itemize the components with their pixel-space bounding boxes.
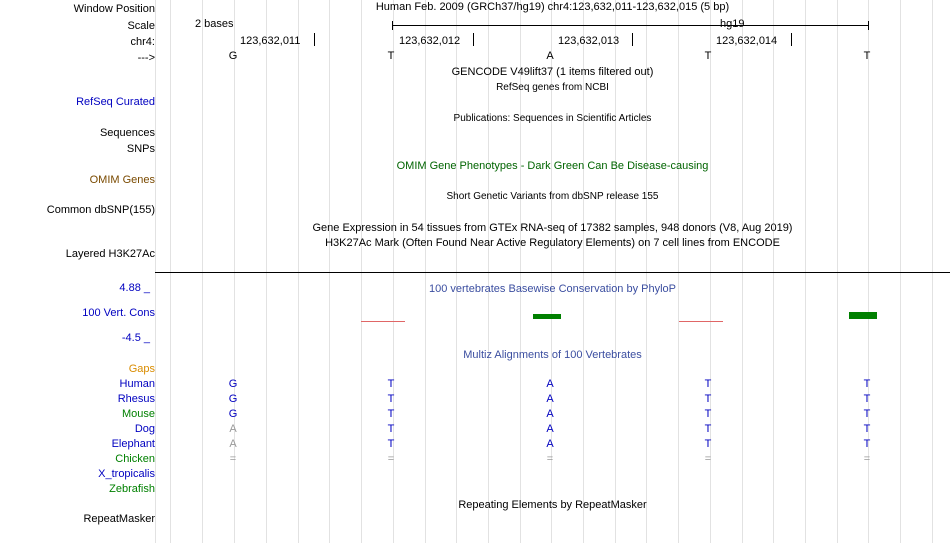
align-base: T xyxy=(863,378,871,390)
align-base: T xyxy=(387,438,395,450)
label-window-position: Window Position xyxy=(73,3,155,15)
label-repeatmasker[interactable]: RepeatMasker xyxy=(83,513,155,525)
track-title-dbsnp: Short Genetic Variants from dbSNP release 155 xyxy=(446,191,659,202)
align-base: G xyxy=(228,393,238,405)
label-chrom: chr4: xyxy=(130,36,155,48)
align-base: A xyxy=(546,423,554,435)
species-label-mouse: Mouse xyxy=(121,408,155,420)
align-base: G xyxy=(228,378,238,390)
scale-bases-label: 2 bases xyxy=(195,18,234,30)
label-sequences[interactable]: Sequences xyxy=(99,127,155,139)
align-base: A xyxy=(229,423,237,435)
track-display-area[interactable] xyxy=(155,0,950,543)
ruler-tick xyxy=(314,33,315,46)
align-base: T xyxy=(387,393,395,405)
align-gap-marker: = xyxy=(387,453,395,465)
track-title-gencode: GENCODE V49lift37 (1 items filtered out) xyxy=(451,66,654,78)
scale-bar-left-cap xyxy=(392,21,393,30)
ruler-base: T xyxy=(704,50,712,62)
ruler-coord: 123,632,014 xyxy=(716,35,778,47)
track-label-column xyxy=(0,0,155,543)
ruler-tick xyxy=(791,33,792,46)
align-base: T xyxy=(704,378,712,390)
track-title-publications: Publications: Sequences in Scientific Articles xyxy=(453,113,652,124)
track-title-refseq: RefSeq genes from NCBI xyxy=(496,82,609,93)
align-gap-marker: = xyxy=(863,453,871,465)
assembly-position-text: Human Feb. 2009 (GRCh37/hg19) chr4:123,632,011-123,632,015 (5 bp) xyxy=(375,1,730,13)
track-title-h3k27ac: H3K27Ac Mark (Often Found Near Active Regulatory Elements) on 7 cell lines from ENCODE xyxy=(325,237,780,249)
align-base: T xyxy=(704,423,712,435)
label-omim-genes[interactable]: OMIM Genes xyxy=(89,174,155,186)
conservation-bar-negative xyxy=(361,321,405,322)
ruler-base: T xyxy=(863,50,871,62)
ruler-coord: 123,632,011 xyxy=(240,35,301,47)
align-base: T xyxy=(863,393,871,405)
ruler-coord: 123,632,012 xyxy=(399,35,461,47)
ruler-tick xyxy=(473,33,474,46)
species-label-x-tropicalis: X_tropicalis xyxy=(98,468,155,480)
track-title-repeatmasker: Repeating Elements by RepeatMasker xyxy=(458,499,647,511)
ruler-base: G xyxy=(228,50,238,62)
label-refseq-curated[interactable]: RefSeq Curated xyxy=(76,96,155,108)
scale-bar-right-cap xyxy=(868,21,869,30)
track-title-multiz: Multiz Alignments of 100 Vertebrates xyxy=(463,349,642,361)
align-base: T xyxy=(704,393,712,405)
ruler-coord: 123,632,013 xyxy=(558,35,620,47)
ruler-tick xyxy=(632,33,633,46)
scale-assembly-label: hg19 xyxy=(720,18,745,30)
species-label-human: Human xyxy=(119,378,155,390)
species-label-chicken: Chicken xyxy=(115,453,155,465)
align-base: G xyxy=(228,408,238,420)
align-base: T xyxy=(387,408,395,420)
align-base: T xyxy=(704,408,712,420)
conservation-bar-negative xyxy=(679,321,723,322)
align-gap-marker: = xyxy=(229,453,237,465)
ruler-base: A xyxy=(546,50,554,62)
label-100-vert-cons[interactable]: 100 Vert. Cons xyxy=(82,307,155,319)
label-snps[interactable]: SNPs xyxy=(126,143,155,155)
species-label-rhesus: Rhesus xyxy=(117,393,155,405)
track-title-gtex: Gene Expression in 54 tissues from GTEx RNA-seq of 17382 samples, 948 donors (V8, Aug 2019) xyxy=(312,222,793,234)
align-gap-marker: = xyxy=(704,453,712,465)
align-gap-marker: = xyxy=(546,453,554,465)
track-title-omim: OMIM Gene Phenotypes - Dark Green Can Be Disease-causing xyxy=(396,160,709,172)
align-base: T xyxy=(863,408,871,420)
align-base: T xyxy=(387,378,395,390)
align-base: T xyxy=(863,438,871,450)
label-scale: Scale xyxy=(127,20,155,32)
conservation-axis-max: 4.88 _ xyxy=(119,282,150,294)
label-strand-arrow: ---> xyxy=(137,52,155,64)
conservation-bar-positive xyxy=(849,312,877,319)
label-gaps[interactable]: Gaps xyxy=(128,363,155,375)
species-label-elephant: Elephant xyxy=(111,438,155,450)
align-base: A xyxy=(546,393,554,405)
align-base: A xyxy=(229,438,237,450)
scale-bar xyxy=(392,25,868,26)
align-base: A xyxy=(546,378,554,390)
track-title-phylop: 100 vertebrates Basewise Conservation by PhyloP xyxy=(428,283,677,295)
conservation-bar-positive xyxy=(533,314,561,319)
ruler-base: T xyxy=(387,50,395,62)
label-layered-h3k27ac[interactable]: Layered H3K27Ac xyxy=(65,248,155,260)
label-common-dbsnp[interactable]: Common dbSNP(155) xyxy=(46,204,155,216)
align-base: T xyxy=(863,423,871,435)
align-base: A xyxy=(546,408,554,420)
conservation-axis-min: -4.5 _ xyxy=(121,332,150,344)
species-label-zebrafish: Zebrafish xyxy=(109,483,155,495)
align-base: T xyxy=(387,423,395,435)
align-base: T xyxy=(704,438,712,450)
track-separator-line xyxy=(155,272,950,273)
align-base: A xyxy=(546,438,554,450)
species-label-dog: Dog xyxy=(134,423,155,435)
